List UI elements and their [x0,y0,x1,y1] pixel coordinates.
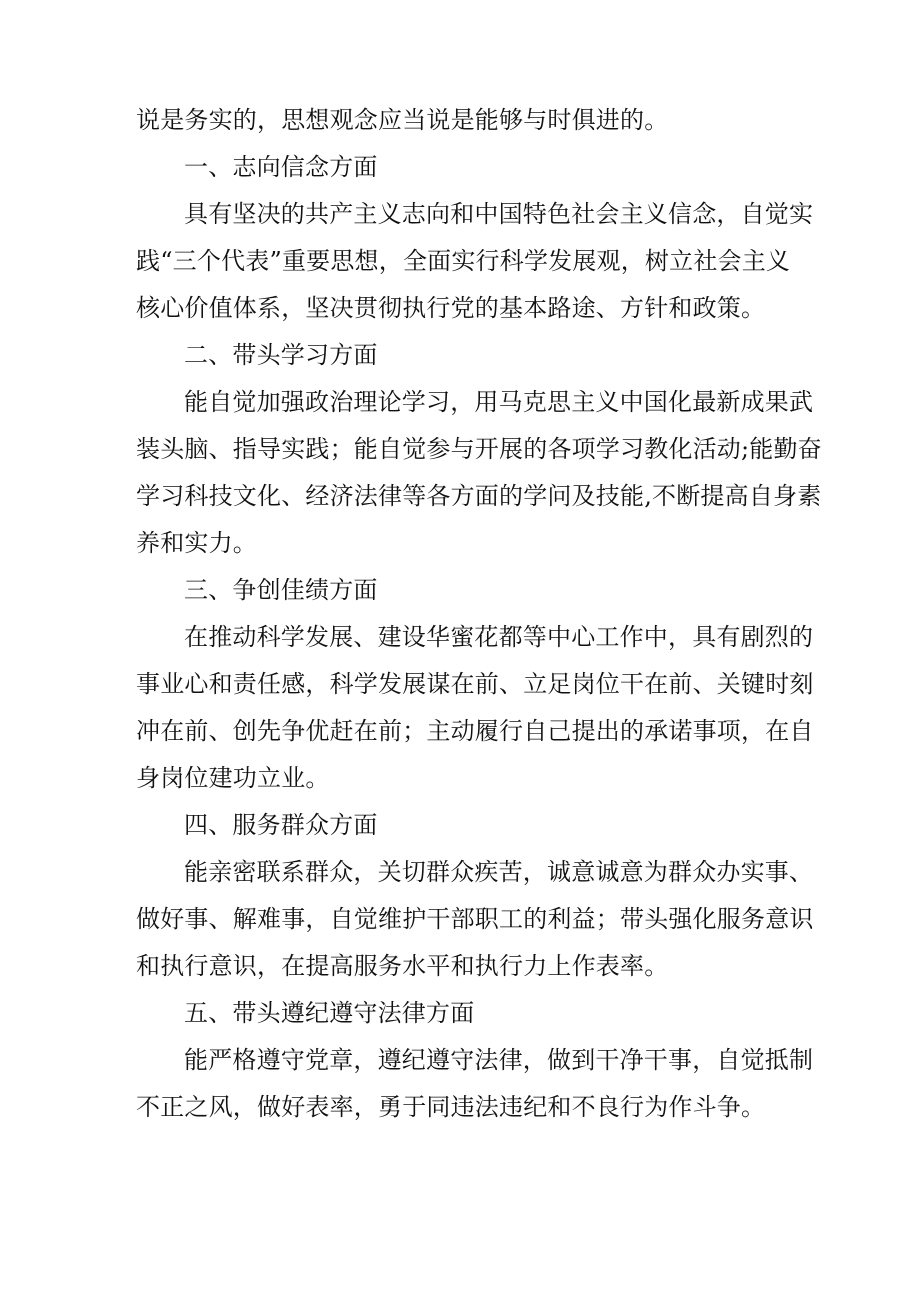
paragraph-line: 学习科技文化、经济法律等各方面的学问及技能,不断提高自身素 [136,482,822,510]
section-heading: 二、带头学习方面 [184,341,378,369]
paragraph-line: 养和实力。 [136,529,257,557]
paragraph-line: 核心价值体系，坚决贯彻执行党的基本路途、方针和政策。 [136,294,766,322]
section-heading: 三、争创佳绩方面 [184,576,378,604]
section-heading: 四、服务群众方面 [184,811,378,839]
paragraph-line: 事业心和责任感，科学发展谋在前、立足岗位干在前、关键时刻 [136,670,814,698]
paragraph-line: 能自觉加强政治理论学习，用马克思主义中国化最新成果武 [184,388,814,416]
paragraph-line: 具有坚决的共产主义志向和中国特色社会主义信念，自觉实 [184,200,814,228]
document-body [136,97,822,1131]
paragraph-line: 和执行意识，在提高服务水平和执行力上作表率。 [136,952,669,980]
paragraph-line: 装头脑、指导实践；能自觉参与开展的各项学习教化活动;能勤奋 [136,435,822,463]
paragraph-line: 做好事、解难事，自觉维护干部职工的利益；带头强化服务意识 [136,905,814,933]
paragraph-line: 不正之风，做好表率，勇于同违法违纪和不良行为作斗争。 [136,1093,766,1121]
paragraph-line: 能严格遵守党章，遵纪遵守法律，做到干净干事，自觉抵制 [184,1046,814,1074]
paragraph-line: 在推动科学发展、建设华蜜花都等中心工作中，具有剧烈的 [184,623,814,651]
section-heading: 一、志向信念方面 [184,153,378,181]
paragraph-line: 身岗位建功立业。 [136,764,330,792]
paragraph-line: 践“三个代表”重要思想，全面实行科学发展观，树立社会主义 [136,247,791,275]
section-heading: 五、带头遵纪遵守法律方面 [184,999,475,1027]
paragraph-line: 能亲密联系群众，关切群众疾苦，诚意诚意为群众办实事、 [184,858,814,886]
paragraph-line: 冲在前、创先争优赶在前；主动履行自己提出的承诺事项，在自 [136,717,814,745]
paragraph-line: 说是务实的，思想观念应当说是能够与时俱进的。 [136,106,669,134]
